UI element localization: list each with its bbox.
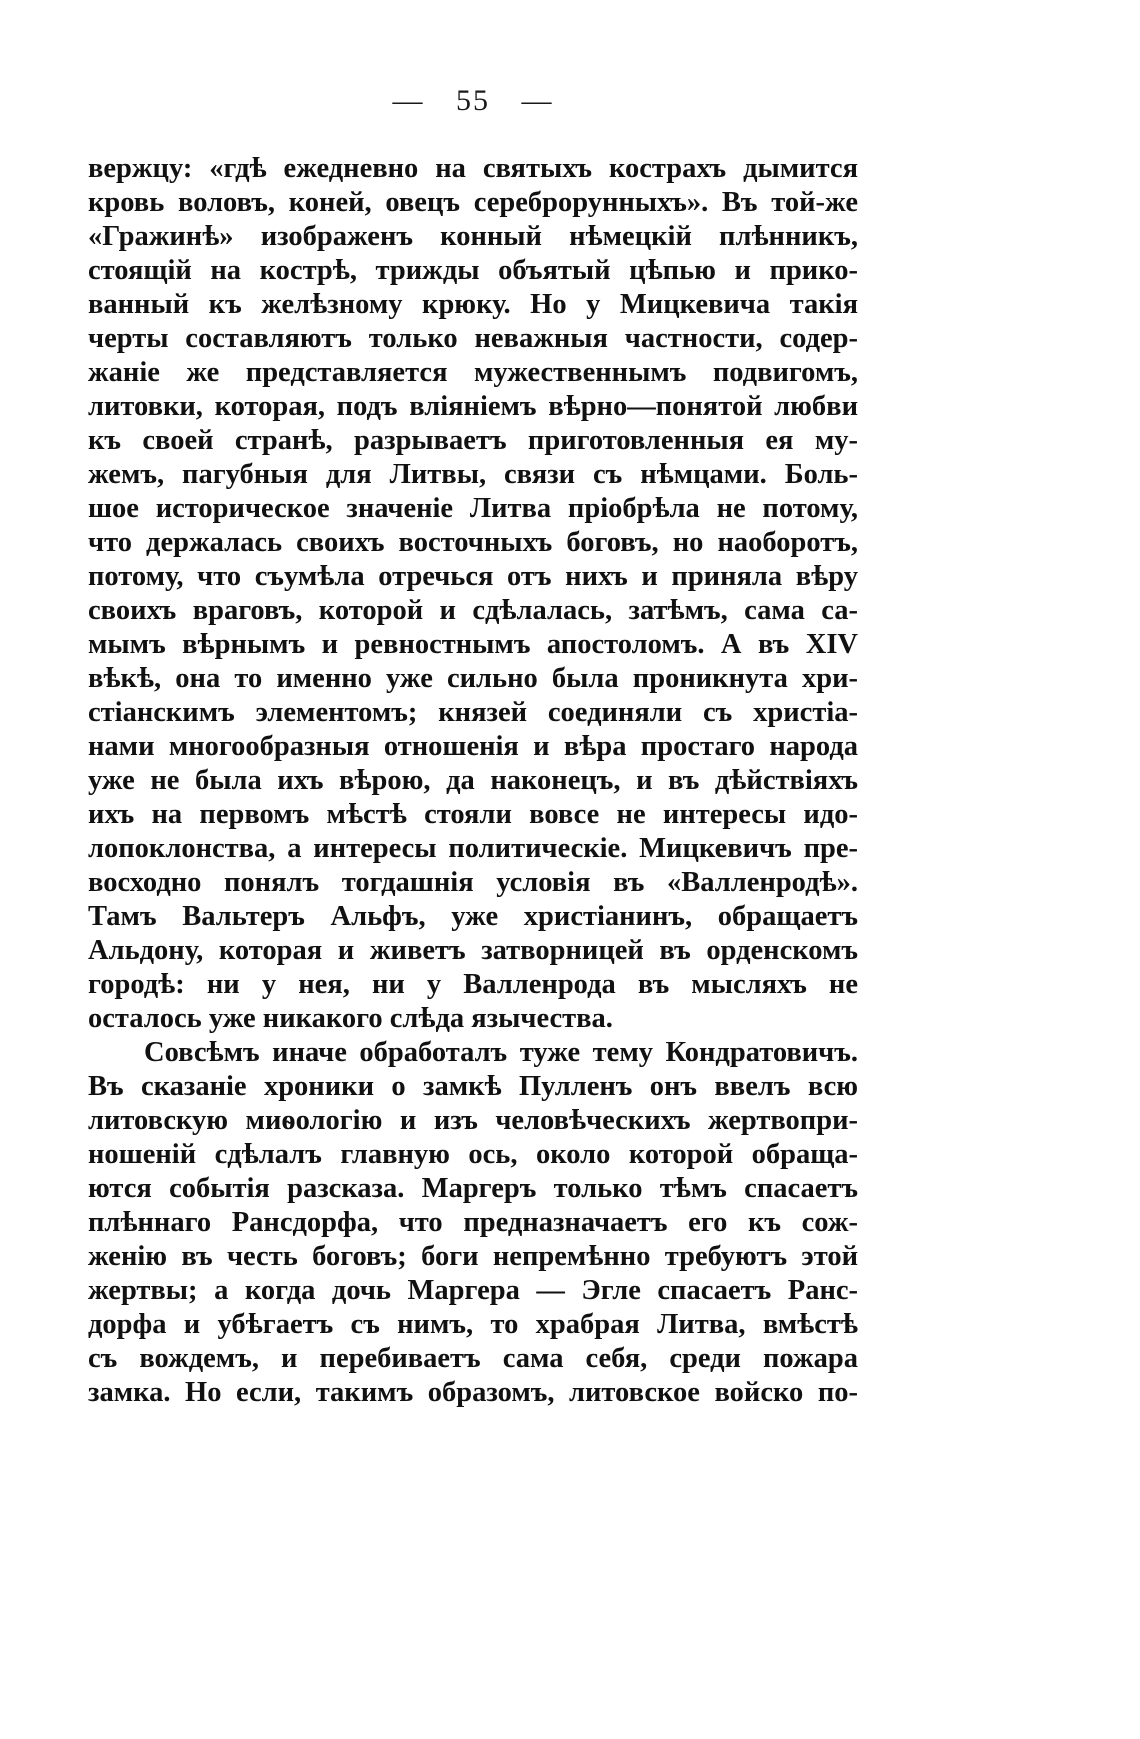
- page-number: 55: [456, 84, 490, 117]
- text-line: съ вождемъ, и перебиваетъ сама себя, среди пожара: [88, 1343, 858, 1374]
- text-line: ихъ на первомъ мѣстѣ стояли вовсе не интересы идо-: [88, 799, 858, 830]
- paragraph-2: [88, 1036, 858, 1410]
- text-line: черты составляютъ только неважныя частности, содер-: [88, 323, 858, 354]
- text-line: плѣннаго Рансдорфа, что предназначаетъ его къ сож-: [88, 1207, 858, 1238]
- text-line: женію въ честь боговъ; боги непремѣнно требуютъ этой: [88, 1241, 858, 1272]
- page-number-dash-right: —: [521, 84, 554, 117]
- text-line: лопоклонства, а интересы политическіе. Мицкевичъ пре-: [88, 833, 858, 864]
- text-line: мымъ вѣрнымъ и ревностнымъ апостоломъ. А въ XIV: [88, 629, 858, 660]
- text-line: что держалась своихъ восточныхъ боговъ, но наоборотъ,: [88, 527, 858, 558]
- text-line: стоящій на кострѣ, трижды объятый цѣпью и прико-: [88, 255, 858, 286]
- page-number-header: [0, 84, 946, 118]
- text-line: городѣ: ни у нея, ни у Валленрода въ мысляхъ не: [88, 969, 858, 1000]
- text-line: восходно понялъ тогдашнія условія въ «Валленродѣ».: [88, 867, 858, 898]
- text-line: вѣкѣ, она то именно уже сильно была проникнута хри-: [88, 663, 858, 694]
- text-line: замка. Но если, такимъ образомъ, литовское войско по-: [88, 1377, 858, 1408]
- text-line: ются событія разсказа. Маргеръ только тѣмъ спасаетъ: [88, 1173, 858, 1204]
- text-line: вержцу: «гдѣ ежедневно на святыхъ кострахъ дымится: [88, 153, 858, 184]
- text-line: жемъ, пагубныя для Литвы, связи съ нѣмцами. Боль-: [88, 459, 858, 490]
- text-line: ванный къ желѣзному крюку. Но у Мицкевича такія: [88, 289, 858, 320]
- text-line: Въ сказаніе хроники о замкѣ Пулленъ онъ ввелъ всю: [88, 1071, 858, 1102]
- text-line: ношеній сдѣлалъ главную ось, около которой обраща-: [88, 1139, 858, 1170]
- text-line: литовскую миѳологію и изъ человѣческихъ жертвопри-: [88, 1105, 858, 1136]
- text-line: къ своей странѣ, разрываетъ приготовленныя ея му-: [88, 425, 858, 456]
- text-line: Альдону, которая и живетъ затворницей въ орденскомъ: [88, 935, 858, 966]
- text-line: дорфа и убѣгаетъ съ нимъ, то храбрая Литва, вмѣстѣ: [88, 1309, 858, 1340]
- text-line: кровь воловъ, коней, овецъ сереброрунныхъ». Въ той-же: [88, 187, 858, 218]
- text-line: нами многообразныя отношенія и вѣра простаго народа: [88, 731, 858, 762]
- text-line: шое историческое значеніе Литва пріобрѣла не потому,: [88, 493, 858, 524]
- text-line: осталось уже никакого слѣда язычества.: [88, 1003, 613, 1034]
- text-line: своихъ враговъ, которой и сдѣлалась, затѣмъ, сама са-: [88, 595, 858, 626]
- text-line: «Гражинѣ» изображенъ конный нѣмецкій плѣнникъ,: [88, 221, 858, 252]
- text-line: уже не была ихъ вѣрою, да наконецъ, и въ дѣйствіяхъ: [88, 765, 858, 796]
- text-line: Тамъ Вальтеръ Альфъ, уже христіанинъ, обращаетъ: [88, 901, 858, 932]
- page-number-dash-left: —: [392, 84, 425, 117]
- text-line: потому, что съумѣла отречься отъ нихъ и приняла вѣру: [88, 561, 858, 592]
- text-line: литовки, которая, подъ вліяніемъ вѣрно—понятой любви: [88, 391, 858, 422]
- text-line: Совсѣмъ иначе обработалъ туже тему Кондратовичъ.: [144, 1037, 858, 1068]
- body-text: [88, 152, 858, 1410]
- text-line: жертвы; а когда дочь Маргера — Эгле спасаетъ Ранс-: [88, 1275, 858, 1306]
- text-line: жаніе же представляется мужественнымъ подвигомъ,: [88, 357, 858, 388]
- text-line: стіанскимъ элементомъ; князей соединяли съ христіа-: [88, 697, 858, 728]
- paragraph-1: [88, 152, 858, 1036]
